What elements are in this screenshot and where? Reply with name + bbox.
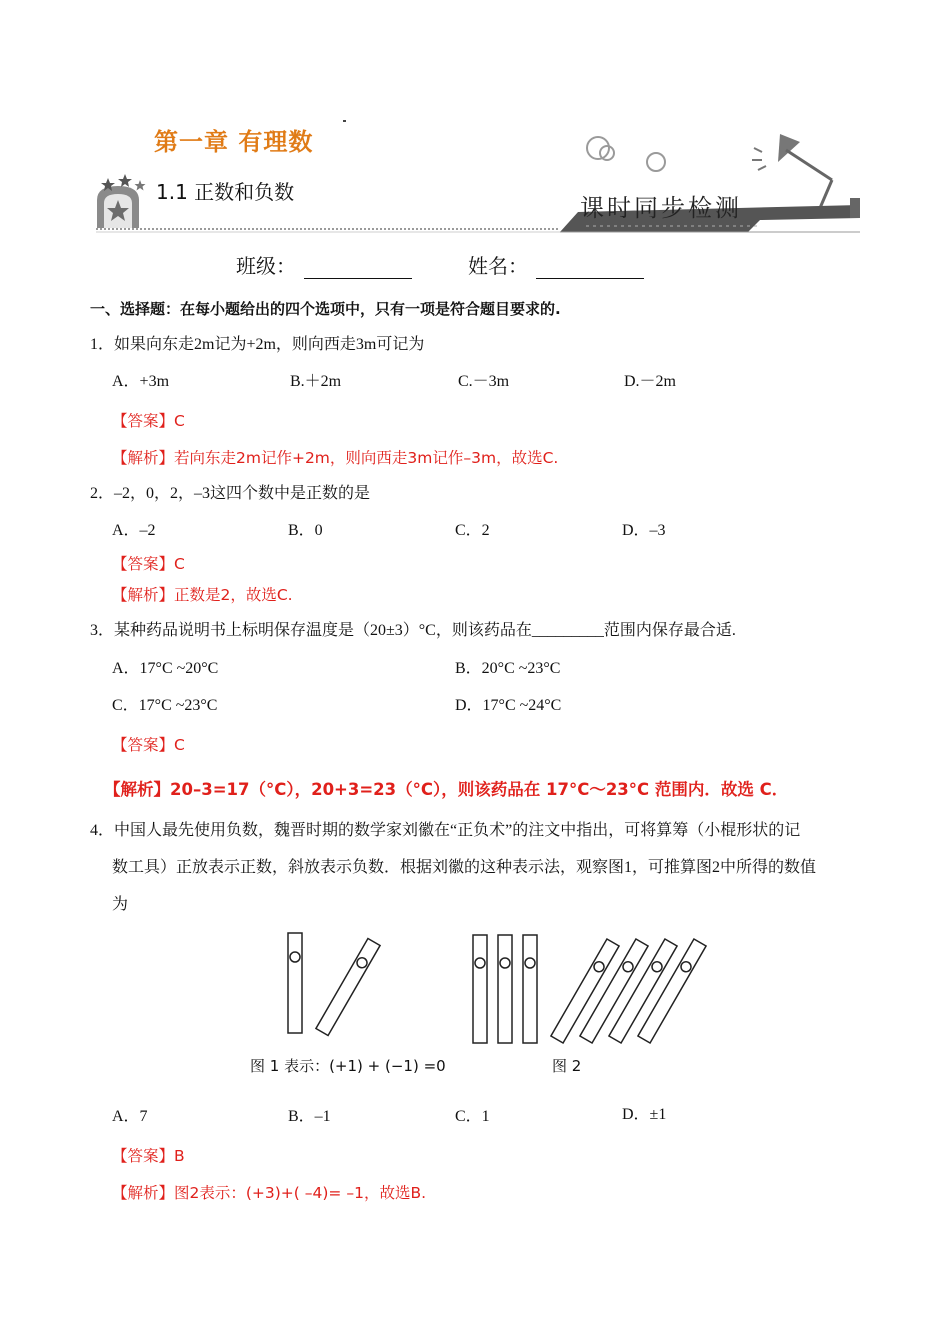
question-4-stem-line-2: 数工具）正放表示正数，斜放表示负数．根据刘徽的这种表示法，观察图1，可推算图2中所得的数值 xyxy=(112,859,817,876)
question-1-option-a: A．+3m xyxy=(112,373,170,390)
question-4-option-d: D．±1 xyxy=(622,1106,667,1123)
name-blank[interactable] xyxy=(536,260,644,279)
name-field xyxy=(468,250,644,279)
question-2-option-d: D．–3 xyxy=(622,522,666,539)
question-4-stem-line-1: 4．中国人最先使用负数，魏晋时期的数学家刘徽在“正负术”的注文中指出，可将算筹（小棍形状的记 xyxy=(90,822,801,839)
figure-1-slanted-rod xyxy=(316,938,380,1035)
class-blank[interactable] xyxy=(304,260,412,279)
figure-1-upright-rod xyxy=(288,933,302,1033)
question-3-option-c: C．17°C ~23°C xyxy=(112,697,218,714)
question-1-option-d: D.－2m xyxy=(624,373,677,390)
question-2-explanation: 【解析】正数是2，故选C. xyxy=(112,586,293,604)
question-3-option-b: B．20°C ~23°C xyxy=(455,660,561,677)
question-3-option-d: D．17°C ~24°C xyxy=(455,697,562,714)
question-4-option-b: B．–1 xyxy=(288,1108,331,1125)
figure-2-caption: 图 2 xyxy=(552,1057,582,1075)
star-emblem-icon xyxy=(97,174,146,228)
question-3-option-a: A．17°C ~20°C xyxy=(112,660,219,677)
question-4-explanation: 【解析】图2表示：(+3)+( –4)= –1，故选B. xyxy=(112,1184,427,1202)
question-2-option-c: C．2 xyxy=(455,522,490,539)
question-4-option-a: A．7 xyxy=(112,1108,148,1125)
figure-2-slanted-rods xyxy=(551,939,706,1043)
question-1-answer: 【答案】C xyxy=(112,412,185,430)
question-1-stem: 1．如果向东走2m记为+2m，则向西走3m可记为 xyxy=(90,336,425,353)
question-3-answer: 【答案】C xyxy=(112,736,185,754)
question-2-answer: 【答案】C xyxy=(112,555,185,573)
class-field xyxy=(236,250,412,279)
question-2-option-a: A．–2 xyxy=(112,522,156,539)
figure-2-upright-rods xyxy=(473,935,537,1043)
question-4-stem-line-3: 为 xyxy=(112,896,129,913)
class-label: 班级： xyxy=(236,254,296,278)
question-1-explanation: 【解析】若向东走2m记作+2m，则向西走3m记作–3m，故选C. xyxy=(112,449,559,467)
header-decoration xyxy=(0,0,950,240)
chapter-title: 第一章 有理数 xyxy=(154,128,314,156)
question-1-option-b: B.＋2m xyxy=(290,373,342,390)
question-2-option-b: B．0 xyxy=(288,522,323,539)
question-3-explanation: 【解析】20–3=17（°C），20+3=23（°C），则该药品在 17°C～23°C 范围内．故选 C． xyxy=(104,780,789,799)
question-4-option-c: C．1 xyxy=(455,1108,490,1125)
banner-title: 课时同步检测 xyxy=(580,194,742,222)
figure-1-caption: 图 1 表示：(+1) + (−1) =0 xyxy=(250,1057,446,1075)
question-3-stem: 3．某种药品说明书上标明保存温度是（20±3）°C，则该药品在_________范围内保存最合适. xyxy=(90,622,736,639)
section-title: 1.1 正数和负数 xyxy=(156,180,295,204)
question-1-option-c: C.－3m xyxy=(458,373,510,390)
question-4-answer: 【答案】B xyxy=(112,1147,185,1165)
question-2-stem: 2．–2，0，2，–3这四个数中是正数的是 xyxy=(90,485,371,502)
name-label: 姓名： xyxy=(468,254,528,278)
desk-lamp-icon xyxy=(752,134,832,208)
part-one-title: 一、选择题：在每小题给出的四个选项中，只有一项是符合题目要求的. xyxy=(90,300,561,318)
counting-rods-figure xyxy=(0,925,950,1045)
